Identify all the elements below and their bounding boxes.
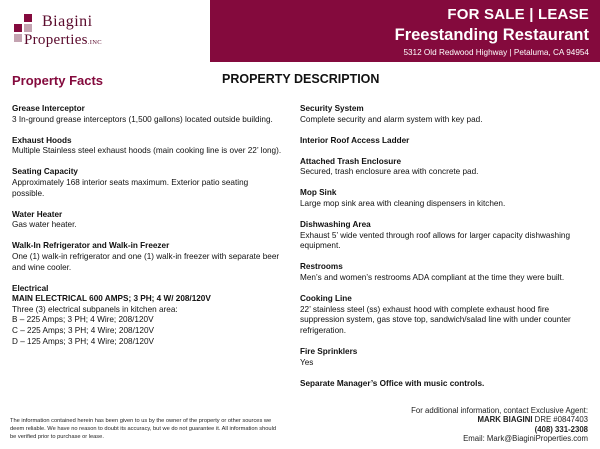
fact-text: Men’s and women’s restrooms ADA compliant at the time they were built. <box>300 273 565 283</box>
legal-disclaimer: The information contained herein has been given to us by the owner of the property or other sources we deem reliable. We have no reason to doubt its accuracy, but we do not guarantee it. All information should be verified prior to purchase or lease. <box>10 418 276 440</box>
fact-item <box>300 104 590 125</box>
facts-left-column <box>12 104 288 358</box>
fact-text: 3 In-ground grease interceptors (1,500 gallons) located outside building. <box>12 114 273 124</box>
fact-item <box>12 241 288 273</box>
agent-email: Email: Mark@BiaginiProperties.com <box>463 434 588 444</box>
fact-item <box>12 167 288 199</box>
fact-item <box>300 157 590 178</box>
fact-item <box>300 294 590 336</box>
fact-heading: Fire Sprinklers <box>300 347 358 356</box>
fact-heading: Security System <box>300 104 364 113</box>
agent-name: MARK BIAGINI <box>477 415 533 425</box>
agent-dre: DRE #0847403 <box>532 415 588 425</box>
logo-text-line2: Properties.INC <box>24 32 102 48</box>
fact-item <box>12 104 288 125</box>
fact-heading: Interior Roof Access Ladder <box>300 135 410 145</box>
fact-heading: Seating Capacity <box>12 167 78 177</box>
header-band <box>210 0 600 62</box>
company-logo <box>14 14 124 50</box>
fact-heading: Separate Manager’s Office with music controls. <box>300 378 485 388</box>
fact-text: One (1) walk-in refrigerator and one (1) walk-in freezer with separate beer and wine cooler. <box>12 251 280 272</box>
fact-item <box>300 136 590 147</box>
fact-item <box>300 188 590 209</box>
agent-phone: (408) 331-2308 <box>534 424 588 434</box>
property-address: 5312 Old Redwood Highway | Petaluma, CA 94954 <box>403 48 589 57</box>
logo-text-line1: Biagini <box>42 13 93 30</box>
facts-right-column <box>300 104 590 400</box>
fact-text: Secured, trash enclosure area with concrete pad. <box>300 167 479 177</box>
sale-status: FOR SALE | LEASE <box>447 6 589 23</box>
logo-inc: .INC <box>87 39 102 46</box>
contact-intro: For additional information, contact Exclusive Agent: <box>411 406 588 415</box>
fact-subheading: MAIN ELECTRICAL 600 AMPS; 3 PH; 4 W/ 208/120V <box>12 294 211 304</box>
header-logo-area <box>0 0 210 62</box>
fact-text: 22’ stainless steel (ss) exhaust hood with complete exhaust hood fire suppression system, gas stove top, sandwich/salad line with under counter refrigeration. <box>300 304 571 335</box>
fact-heading: Walk-In Refrigerator and Walk-in Freezer <box>12 241 170 251</box>
fact-text: Multiple Stainless steel exhaust hoods (main cooking line is over 22’ long). <box>12 146 282 156</box>
fact-item <box>12 210 288 231</box>
contact-block <box>328 406 588 444</box>
fact-item <box>300 220 590 252</box>
fact-heading: Mop Sink <box>300 188 337 198</box>
fact-text: Three (3) electrical subpanels in kitchen area: B – 225 Amps; 3 PH; 4 Wire; 208/120V C – 225 Amps; 3 PH; 4 Wire; 208/120V D – 125 Amps; 3 PH; 4 Wire; 208/120V <box>12 304 178 346</box>
fact-heading: Attached Trash Enclosure <box>300 156 402 166</box>
agent-line <box>328 415 588 424</box>
fact-text: Approximately 168 interior seats maximum. Exterior patio seating possible. <box>12 177 249 198</box>
fact-heading: Dishwashing Area <box>300 220 371 230</box>
property-title: Freestanding Restaurant <box>394 26 589 44</box>
fact-item <box>300 379 590 390</box>
fact-heading: Electrical <box>12 283 49 293</box>
fact-heading: Cooking Line <box>300 294 352 304</box>
fact-heading: Restrooms <box>300 262 343 272</box>
fact-text: Complete security and alarm system with key pad. <box>300 114 483 124</box>
property-description-heading: PROPERTY DESCRIPTION <box>222 72 380 86</box>
property-facts-heading: Property Facts <box>12 73 104 88</box>
fact-text: Yes <box>300 357 314 367</box>
fact-text: Exhaust 5’ wide vented through roof allows for larger capacity dishwashing equipment. <box>300 230 571 251</box>
fact-text: Gas water heater. <box>12 220 77 230</box>
fact-heading: Exhaust Hoods <box>12 135 72 145</box>
fact-item <box>12 136 288 157</box>
fact-item <box>300 262 590 283</box>
fact-text: Large mop sink area with cleaning dispensers in kitchen. <box>300 199 506 209</box>
fact-heading: Water Heater <box>12 209 63 219</box>
fact-item <box>12 284 288 348</box>
fact-item <box>300 347 590 368</box>
fact-heading: Grease Interceptor <box>12 104 85 113</box>
